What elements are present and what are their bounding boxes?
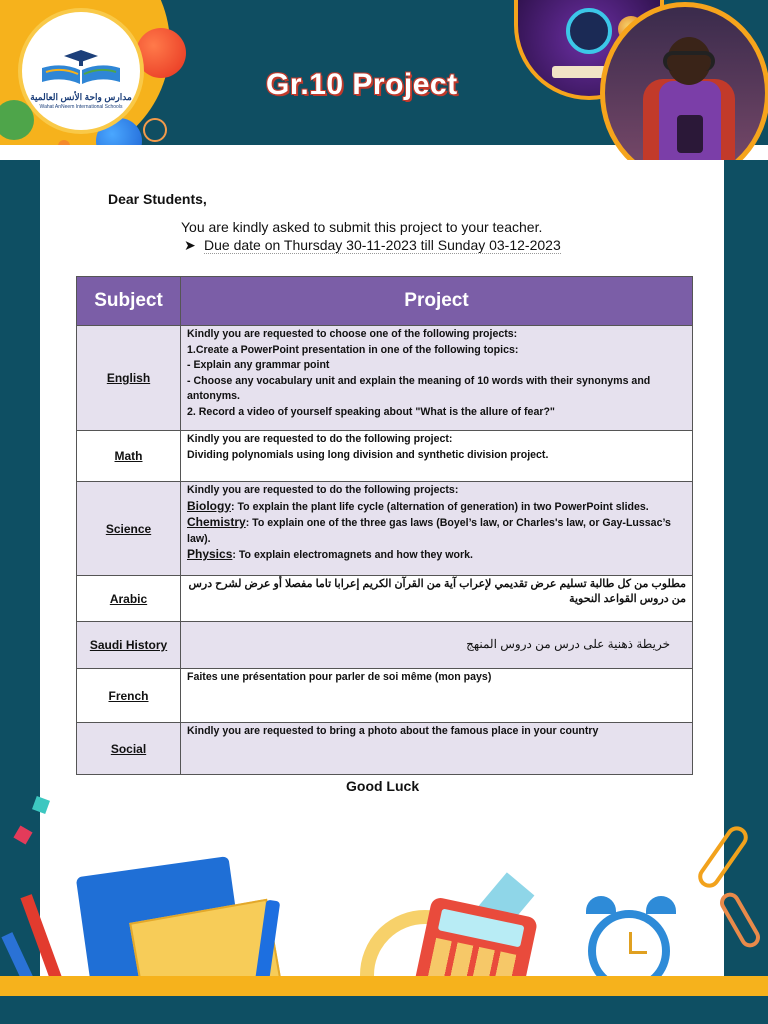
projects-table	[76, 276, 693, 775]
item-text: : To explain the plant life cycle (alternation of generation) in two PowerPoint slides.	[231, 500, 649, 513]
decor-cube	[13, 825, 32, 844]
project-cell	[181, 576, 693, 622]
project-line: Kindly you are requested to do the following projects:	[187, 484, 459, 496]
stationery-illustration	[0, 780, 768, 1024]
intro-text: You are kindly asked to submit this project to your teacher.	[181, 219, 543, 235]
item-label: Physics	[187, 547, 233, 561]
project-line: Kindly you are requested to do the following project:	[187, 433, 453, 445]
closing-text: Good Luck	[346, 778, 420, 794]
arrow-bullet-icon: ➤	[184, 237, 196, 253]
project-line: خريطة ذهنية على درس من دروس المنهج	[466, 637, 670, 652]
project-cell	[181, 431, 693, 482]
project-line: Faites une présentation pour parler de soi même (mon pays)	[187, 671, 492, 683]
project-line: مطلوب من كل طالبة تسليم عرض تقديمي لإعراب آية من القرآن الكريم إعرابا تاما مفصلا أو عرض لشرح درس من دروس القواعد النحوية	[188, 578, 686, 605]
table-row	[77, 431, 693, 482]
project-cell	[181, 723, 693, 775]
headphones-icon	[663, 51, 715, 71]
table-row	[77, 576, 693, 622]
decor-ring	[143, 118, 167, 142]
page-title: Gr.10 Project	[266, 68, 458, 101]
subject-cell: Arabic	[77, 576, 181, 622]
project-line: 1.Create a PowerPoint presentation in one of the following topics:	[187, 343, 519, 356]
project-cell	[181, 669, 693, 723]
project-line: Dividing polynomials using long division and synthetic division project.	[187, 448, 549, 461]
item-text: : To explain electromagnets and how they work.	[232, 549, 473, 561]
project-line: Kindly you are requested to choose one of the following projects:	[187, 328, 518, 340]
decor-red-ball	[136, 28, 186, 78]
subject-cell: Social	[77, 723, 181, 775]
project-item	[187, 547, 686, 564]
page-header	[0, 0, 768, 175]
table-header-row	[77, 277, 693, 326]
item-text: : To explain one of the three gas laws (Boyel’s law, or Charles's law, or Gay-Lussac’s law).	[187, 517, 671, 545]
project-line: Kindly you are requested to bring a photo about the famous place in your country	[187, 725, 599, 737]
item-label: Chemistry	[187, 515, 246, 529]
greeting: Dear Students,	[108, 191, 207, 207]
footer-teal-band	[0, 996, 768, 1024]
table-row	[77, 482, 693, 576]
decor-cube	[32, 796, 50, 814]
due-date	[184, 237, 561, 254]
clock-hand	[629, 951, 647, 954]
footer-yellow-band	[0, 976, 768, 996]
table-row	[77, 622, 693, 669]
project-cell	[181, 482, 693, 576]
paperclip-icon	[716, 889, 763, 951]
subject-cell: Math	[77, 431, 181, 482]
paperclip-icon	[694, 822, 752, 892]
project-line: 2. Record a video of yourself speaking about "What is the allure of fear?"	[187, 405, 555, 418]
project-line: - Explain any grammar point	[187, 359, 330, 371]
subject-cell: French	[77, 669, 181, 723]
project-cell	[181, 622, 693, 669]
subject-cell: Science	[77, 482, 181, 576]
due-date-text: Due date on Thursday 30-11-2023 till Sunday 03-12-2023	[204, 237, 561, 253]
clock-bell	[586, 896, 616, 914]
project-item	[187, 515, 686, 547]
project-cell	[181, 326, 693, 431]
logo-name-english: Wahat AnNeem International Schools	[39, 104, 123, 110]
item-label: Biology	[187, 498, 231, 513]
table-row	[77, 723, 693, 775]
project-item	[187, 499, 686, 516]
graduation-book-icon	[38, 50, 124, 86]
subject-cell: Saudi History	[77, 622, 181, 669]
student-backpack-photo	[600, 2, 768, 175]
backpack-pocket	[677, 115, 703, 153]
logo-name-arabic: مدارس واحة الأنس العالمية	[30, 92, 132, 102]
subject-cell: English	[77, 326, 181, 431]
table-row	[77, 326, 693, 431]
table-row	[77, 669, 693, 723]
project-line: - Choose any vocabulary unit and explain the meaning of 10 words with their synonyms and antonyms.	[187, 374, 651, 402]
column-header-subject: Subject	[77, 277, 181, 326]
clock-icon	[566, 8, 612, 54]
column-header-project: Project	[181, 277, 693, 326]
clock-bell	[646, 896, 676, 914]
